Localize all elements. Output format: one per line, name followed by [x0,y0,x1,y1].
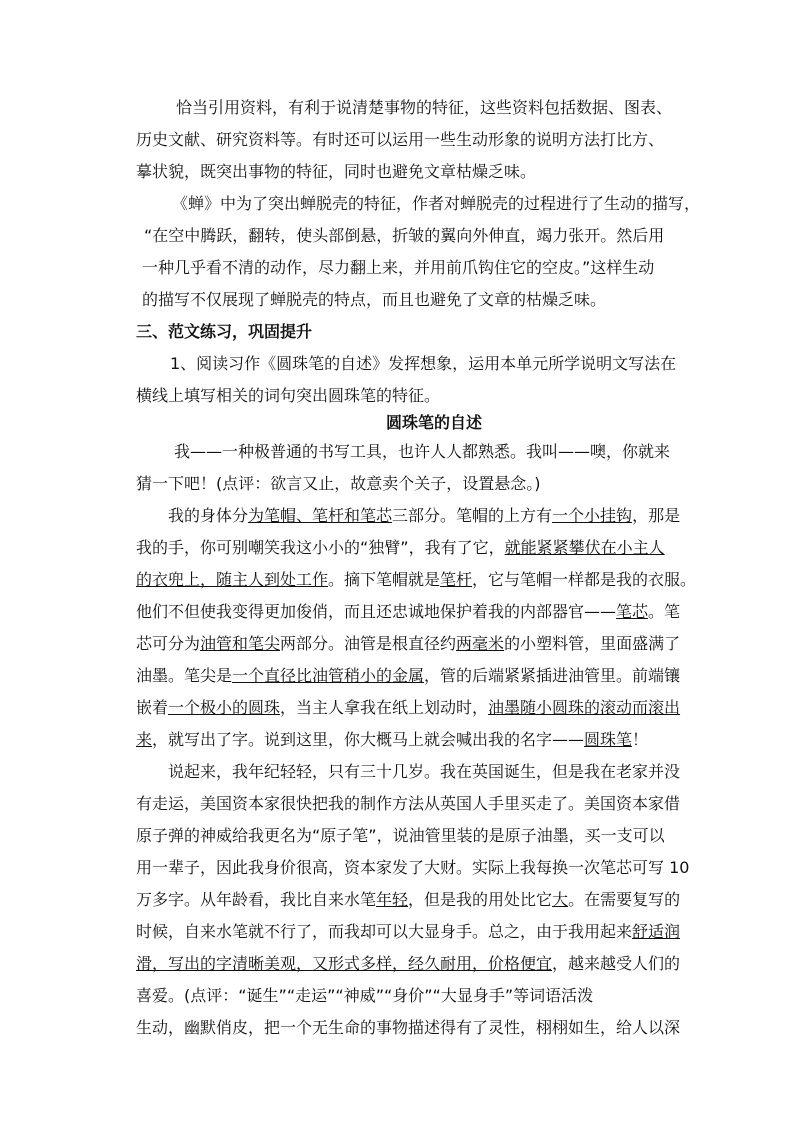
paragraph-line [136,730,648,750]
answer-blank: 两毫米 [456,634,505,653]
paragraph-line [136,922,680,942]
answer-blank: 就能紧紧攀伏在小主人 [504,538,665,557]
essay-title: 圆珠笔的自述 [386,413,483,432]
paragraph-line [136,890,680,910]
paragraph-line [136,602,680,622]
text: 芯可分为 [136,634,201,653]
paragraph-line [136,698,680,718]
text: ，就写出了字。说到这里，你大概马上就会喊出我的名字—— [152,730,585,749]
paragraph-line: 猜一下吧！(点评：欲言又止，故意卖个关子，设置悬念。) [136,474,541,493]
answer-blank: 油墨随小圆珠的滚动而滚出 [488,698,681,717]
text: ！ [632,730,649,749]
paragraph-line [136,666,680,686]
paragraph-line: 生动，幽默俏皮，把一个无生命的事物描述得有了灵性，栩栩如生，给人以深 [136,1018,681,1037]
text: 嵌着 [136,698,169,717]
paragraph-line: 原子弹的神威给我更名为“原子笔”，说油管里装的是原子油墨，买一支可以 [136,826,665,845]
answer-blank: 一个小挂钩 [552,506,633,525]
paragraph-line: 说起来，我年纪轻轻，只有三十几岁。我在英国诞生，但是我在老家并没 [168,762,681,781]
paragraph-line [136,954,680,974]
paragraph-line: 摹状貌，既突出事物的特征，同时也避免文章枯燥乏味。 [136,162,537,181]
text: 两部分。油管是根直径约 [280,634,457,653]
paragraph-line: 《蝉》中为了突出蝉脱壳的特征，作者对蝉脱壳的过程进行了生动的描写， [172,194,701,213]
answer-blank: 滑，写出的字清晰美观，又形式多样，经久耐用，价格便宜 [136,954,553,973]
answer-blank: 为笔帽、笔杆和笔芯 [248,506,393,525]
paragraph-line [136,538,665,558]
text: ，那是 [632,506,681,525]
paragraph-line: 用一辈子，因此我身价很高，资本家发了大财。实际上我每换一次笔芯可写 10 [136,858,690,877]
text: ，越来越受人们的 [552,954,681,973]
paragraph-line: 我——一种极普通的书写工具，也许人人都熟悉。我叫——噢，你就来 [174,442,671,461]
answer-blank: 一个直径比油管稍小的金属 [232,666,425,685]
text: 油墨。笔尖是 [136,666,233,685]
text: ，但是我的用处比它 [408,890,553,909]
text: 。在需要复写的 [568,890,681,909]
answer-blank: 舒适润 [632,922,681,941]
text: 我的手，你可别嘲笑我这小小的“独臂”，我有了它， [136,538,505,557]
paragraph-line: 历史文献、研究资料等。有时还可以运用一些生动形象的说明方法打比方、 [136,130,665,149]
answer-blank: 的衣兜上，随主人到处工作 [136,570,329,589]
paragraph-line [168,506,680,526]
paragraph-line: 的描写不仅展现了蝉脱壳的特点，而且也避免了文章的枯燥乏味。 [142,290,607,309]
answer-blank: 油管和笔尖 [200,634,281,653]
paragraph-line: 一种几乎看不清的动作，尽力翻上来，并用前爪钩住它的空皮。”这样生动 [142,258,655,277]
text: 的小塑料管，里面盛满了 [504,634,681,653]
section-heading: 三、范文练习，巩固提升 [136,322,313,341]
paragraph-line [136,634,680,654]
answer-blank: 来 [136,730,153,749]
text: 他们不但使我变得更加俊俏，而且还忠诚地保护着我的内部器官—— [136,602,617,621]
text: ，它与笔帽一样都是我的衣服。 [472,570,697,589]
text: 。笔 [648,602,681,621]
paragraph-line: 喜爱。(点评：“诞生”“走运”“神威”“身价”“大显身手”等词语活泼 [136,986,594,1005]
answer-blank: 笔杆 [440,570,473,589]
paragraph-line: 有走运，美国资本家很快把我的制作方法从英国人手里买走了。美国资本家借 [136,794,681,813]
question-text: 1、阅读习作《圆珠笔的自述》发挥想象，运用本单元所学说明文写法在 [170,354,677,373]
text: 时候，自来水笔就不行了，而我却可以大显身手。总之，由于我用起来 [136,922,633,941]
text: 我的身体分 [168,506,249,525]
paragraph-line [136,570,696,590]
answer-blank: 年轻 [376,890,409,909]
answer-blank: 大 [552,890,569,909]
answer-blank: 一个极小的圆珠 [168,698,281,717]
question-text: 横线上填写相关的词句突出圆珠笔的特征。 [136,386,441,405]
text: ，当主人拿我在纸上划动时， [280,698,489,717]
paragraph-line: “在空中腾跃，翻转，使头部倒悬，折皱的翼向外伸直，竭力张开。然后用 [144,226,665,245]
answer-blank: 圆珠笔 [584,730,633,749]
text: 万多字。从年龄看，我比自来水笔 [136,890,377,909]
text: ，管的后端紧紧插进油管里。前端镶 [424,666,681,685]
text: 。摘下笔帽就是 [328,570,441,589]
text: 三部分。笔帽的上方有 [392,506,553,525]
answer-blank: 笔芯 [616,602,649,621]
paragraph-line: 恰当引用资料，有利于说清楚事物的特征，这些资料包括数据、图表、 [176,98,673,117]
